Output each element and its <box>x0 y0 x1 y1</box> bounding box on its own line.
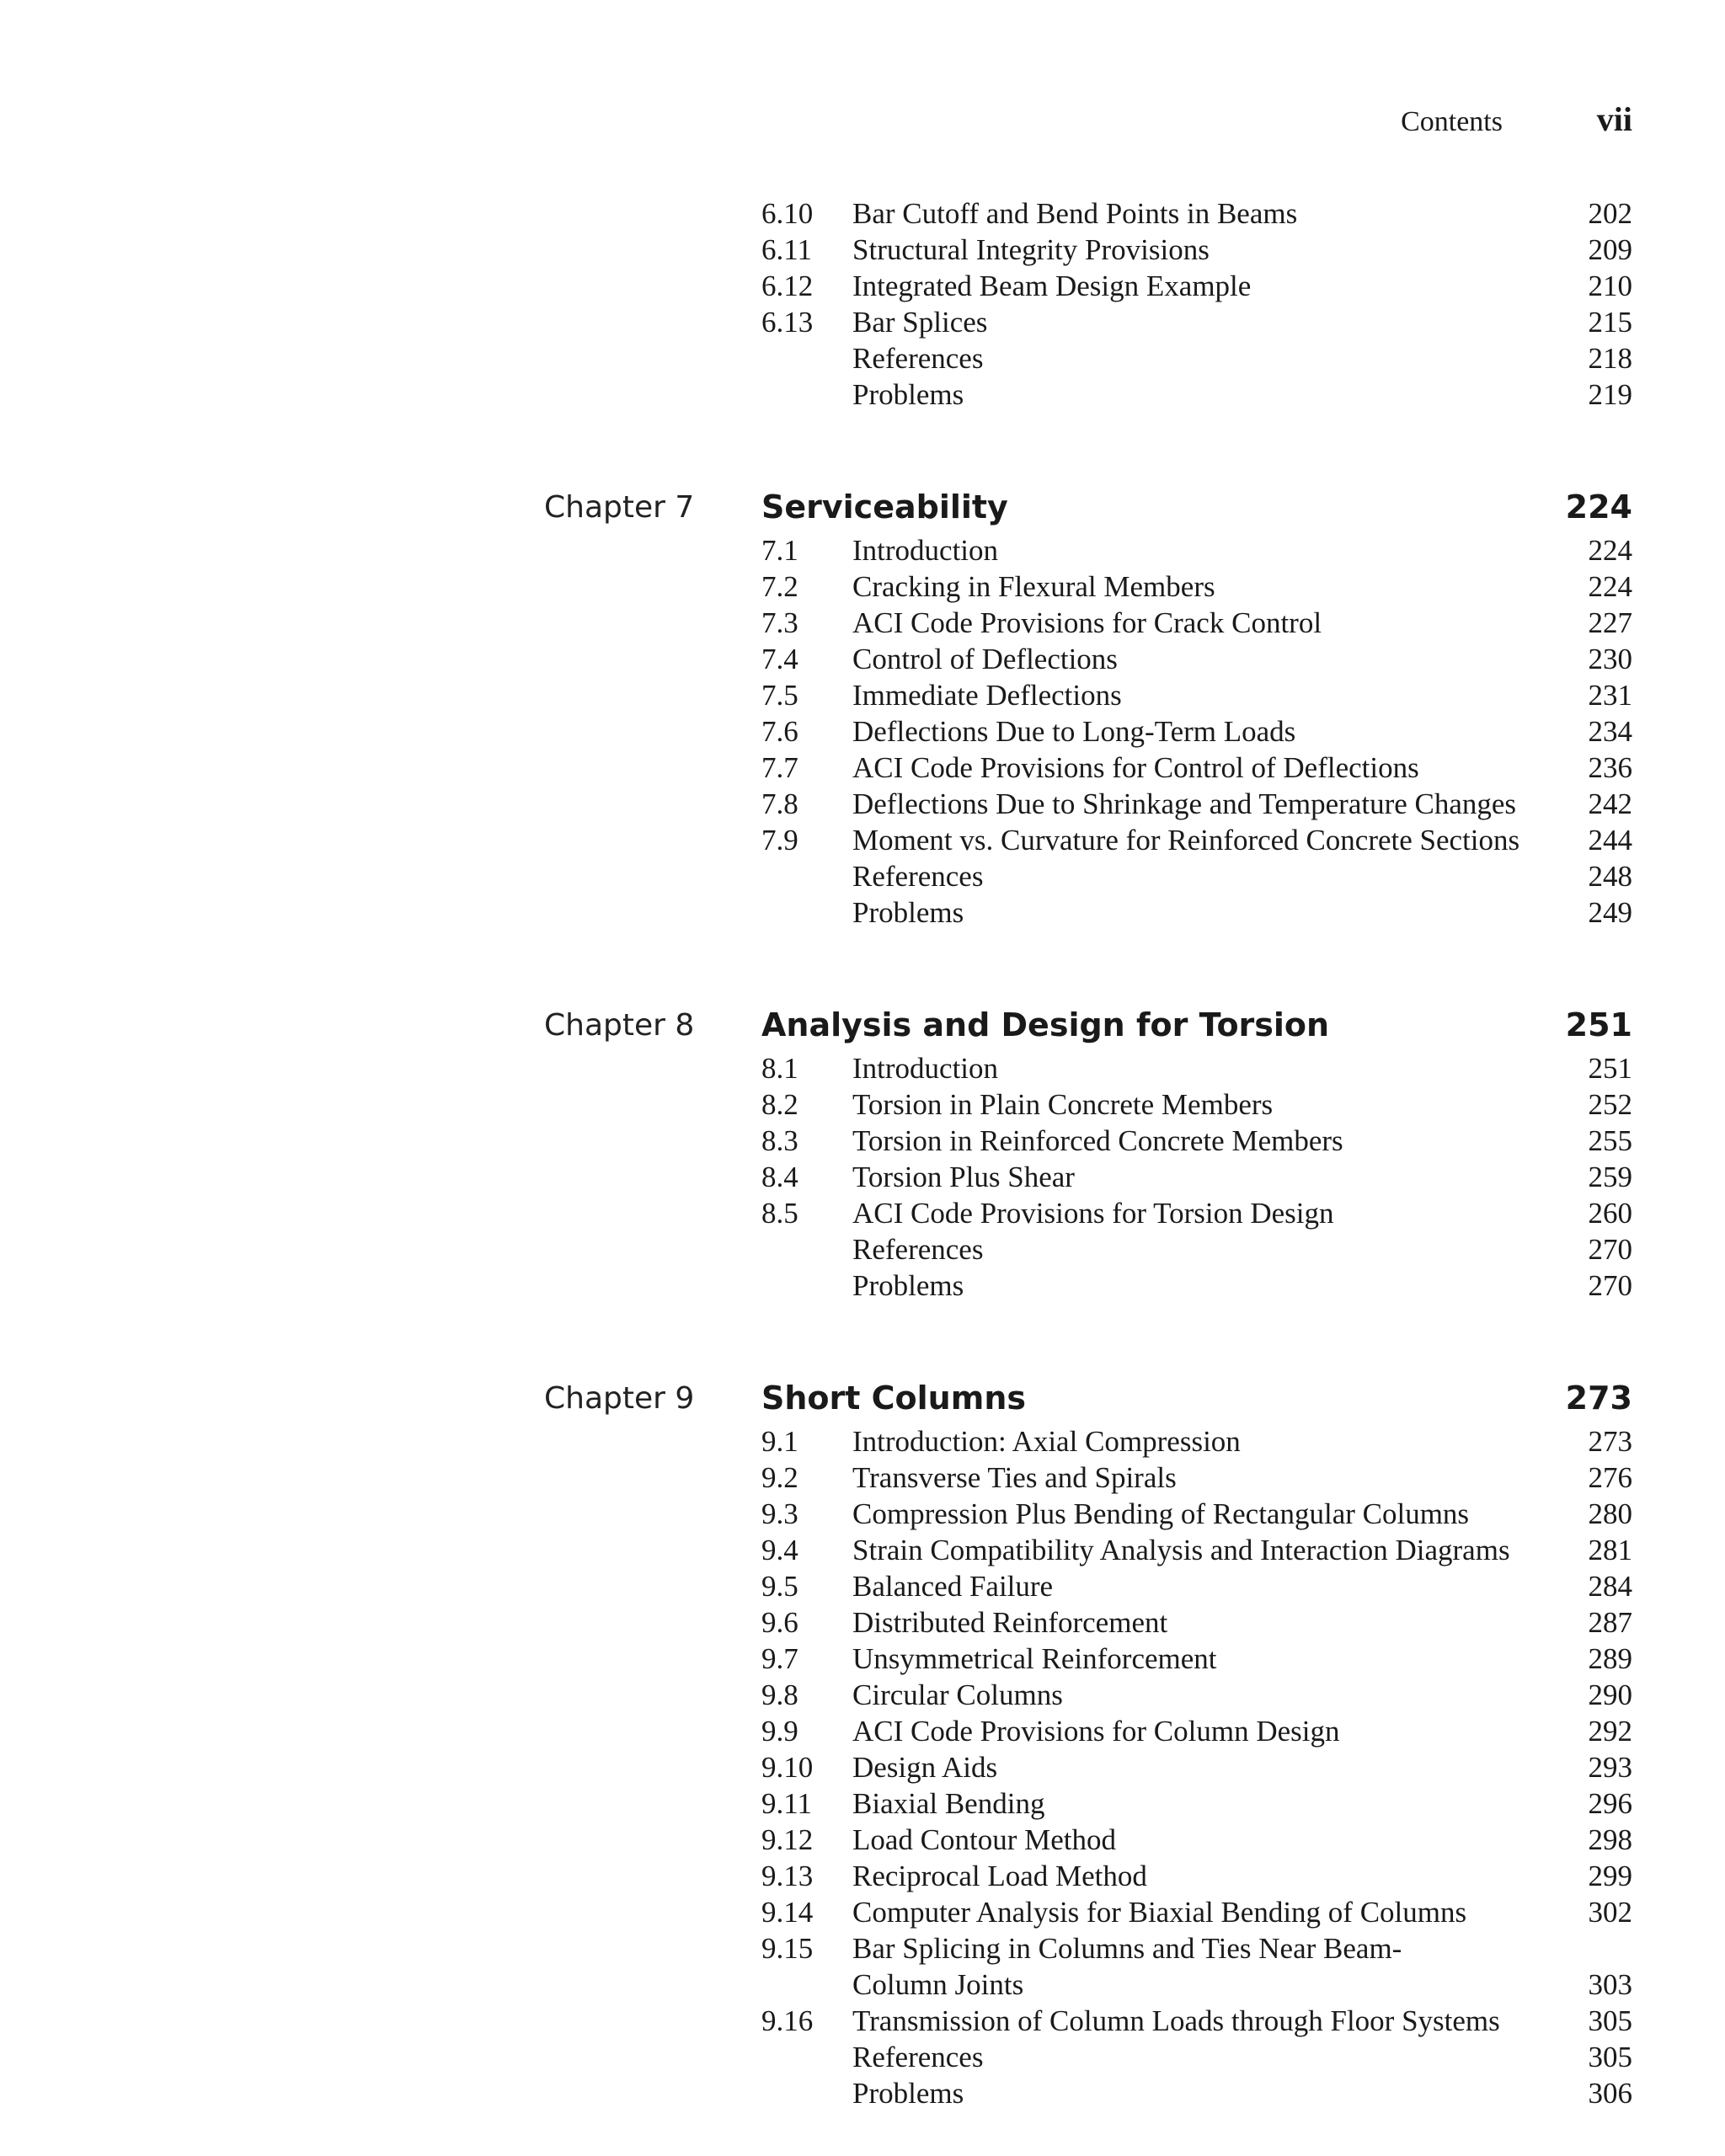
section-number: 9.3 <box>761 1497 798 1530</box>
section-title <box>852 268 1543 304</box>
section-page-number: 290 <box>1588 1678 1632 1711</box>
section-title-line: Compression Plus Bending of Rectangular Columns <box>852 1497 1470 1530</box>
toc-entry <box>0 822 1725 858</box>
toc-entry <box>0 750 1725 786</box>
section-title <box>852 1231 1543 1267</box>
section-page-number: 255 <box>1588 1124 1632 1157</box>
section-page-number: 231 <box>1588 679 1632 712</box>
chapter-page-number: 224 <box>1565 488 1632 526</box>
section-page-number: 287 <box>1588 1606 1632 1639</box>
section-page-number: 284 <box>1588 1570 1632 1603</box>
section-title-line: Immediate Deflections <box>852 679 1122 712</box>
toc-entry <box>0 532 1725 568</box>
section-title <box>852 822 1543 858</box>
section-title-line: Introduction: Axial Compression <box>852 1425 1241 1458</box>
section-number: 6.10 <box>761 197 814 230</box>
toc-entry <box>0 641 1725 677</box>
section-number: 9.1 <box>761 1425 798 1458</box>
section-number: 9.7 <box>761 1642 798 1675</box>
toc-entry <box>0 1423 1725 1460</box>
section-page-number: 299 <box>1588 1860 1632 1892</box>
section-title <box>852 195 1543 232</box>
section-number: 7.1 <box>761 534 798 567</box>
section-title <box>852 894 1543 931</box>
chapter-title: Serviceability <box>761 488 1008 526</box>
section-title-line: Transmission of Column Loads through Floor Systems <box>852 2004 1500 2037</box>
section-page-number: 244 <box>1588 824 1632 857</box>
section-title-line: Problems <box>852 2077 964 2110</box>
section-title <box>852 340 1543 376</box>
section-title-line: ACI Code Provisions for Control of Deflections <box>852 751 1419 784</box>
toc-entry <box>0 1159 1725 1195</box>
section-title-line: Introduction <box>852 534 999 567</box>
section-title-line: Biaxial Bending <box>852 1787 1045 1820</box>
section-number: 9.10 <box>761 1751 814 1784</box>
section-page-number: 273 <box>1588 1425 1632 1458</box>
page-header <box>0 99 1632 141</box>
toc-entry <box>0 786 1725 822</box>
section-title <box>852 1050 1543 1086</box>
section-number: 8.5 <box>761 1197 798 1230</box>
section-title <box>852 1423 1543 1460</box>
section-title-line: Strain Compatibility Analysis and Interaction Diagrams <box>852 1534 1510 1566</box>
table-of-contents <box>0 195 1725 2111</box>
toc-entry <box>0 376 1725 413</box>
section-title <box>852 1822 1543 1858</box>
section-title-line: Torsion in Plain Concrete Members <box>852 1088 1274 1121</box>
section-number: 9.14 <box>761 1896 814 1929</box>
section-page-number: 303 <box>1588 1968 1632 2001</box>
section-title <box>852 1604 1543 1641</box>
section-title <box>852 1641 1543 1677</box>
section-title <box>852 232 1543 268</box>
toc-entry <box>0 1496 1725 1532</box>
section-number: 7.6 <box>761 715 798 748</box>
section-title <box>852 568 1543 605</box>
section-title <box>852 1496 1543 1532</box>
section-title <box>852 376 1543 413</box>
section-number: 6.11 <box>761 233 812 266</box>
section-title-line: Distributed Reinforcement <box>852 1606 1168 1639</box>
section-number: 9.2 <box>761 1461 798 1494</box>
toc-entry <box>0 268 1725 304</box>
chapter-section <box>0 1378 1725 2111</box>
toc-entry <box>0 1930 1725 2003</box>
section-title <box>852 1532 1543 1568</box>
section-title <box>852 1749 1543 1785</box>
section-number: 7.3 <box>761 606 798 639</box>
chapter-title: Analysis and Design for Torsion <box>761 1006 1330 1043</box>
toc-entry <box>0 1123 1725 1159</box>
section-title <box>852 2075 1543 2111</box>
toc-entry <box>0 1677 1725 1713</box>
section-page-number: 215 <box>1588 306 1632 339</box>
section-title <box>852 1785 1543 1822</box>
section-page-number: 260 <box>1588 1197 1632 1230</box>
section-page-number: 252 <box>1588 1088 1632 1121</box>
section-title <box>852 1858 1543 1894</box>
section-title <box>852 1894 1543 1930</box>
toc-entry <box>0 2075 1725 2111</box>
section-page-number: 298 <box>1588 1823 1632 1856</box>
section-page-number: 236 <box>1588 751 1632 784</box>
section-title <box>852 532 1543 568</box>
section-number: 9.16 <box>761 2004 814 2037</box>
section-page-number: 276 <box>1588 1461 1632 1494</box>
section-title-line: Bar Splices <box>852 306 988 339</box>
section-number: 7.2 <box>761 570 798 603</box>
toc-entry <box>0 858 1725 894</box>
section-page-number: 210 <box>1588 270 1632 302</box>
toc-entry <box>0 340 1725 376</box>
running-head-label: Contents <box>1401 106 1503 137</box>
section-page-number: 234 <box>1588 715 1632 748</box>
section-page-number: 248 <box>1588 860 1632 893</box>
section-number: 7.7 <box>761 751 798 784</box>
toc-entry <box>0 1785 1725 1822</box>
section-page-number: 251 <box>1588 1052 1632 1085</box>
section-title <box>852 677 1543 713</box>
section-title-line: References <box>852 860 984 893</box>
section-title-line: ACI Code Provisions for Torsion Design <box>852 1197 1334 1230</box>
section-page-number: 281 <box>1588 1534 1632 1566</box>
chapter-page-number: 273 <box>1565 1380 1632 1417</box>
toc-entry <box>0 605 1725 641</box>
section-title <box>852 1123 1543 1159</box>
section-title <box>852 1568 1543 1604</box>
toc-entry <box>0 1604 1725 1641</box>
section-title <box>852 1195 1543 1231</box>
section-page-number: 259 <box>1588 1161 1632 1193</box>
section-page-number: 230 <box>1588 643 1632 675</box>
section-title-line: Unsymmetrical Reinforcement <box>852 1642 1217 1675</box>
section-title-line: Transverse Ties and Spirals <box>852 1461 1177 1494</box>
section-title-line: Cracking in Flexural Members <box>852 570 1215 603</box>
page-number: vii <box>1596 100 1632 138</box>
toc-entry <box>0 677 1725 713</box>
section-page-number: 296 <box>1588 1787 1632 1820</box>
section-title-line: Balanced Failure <box>852 1570 1054 1603</box>
section-title <box>852 641 1543 677</box>
section-title <box>852 858 1543 894</box>
toc-entry <box>0 232 1725 268</box>
section-title-line: Integrated Beam Design Example <box>852 270 1252 302</box>
section-title-line: Control of Deflections <box>852 643 1118 675</box>
section-page-number: 218 <box>1588 342 1632 375</box>
section-title <box>852 605 1543 641</box>
section-title-line: Column Joints <box>852 1968 1024 2001</box>
section-title-line: Circular Columns <box>852 1678 1063 1711</box>
toc-entry <box>0 195 1725 232</box>
section-title <box>852 786 1543 822</box>
section-page-number: 242 <box>1588 787 1632 820</box>
section-title-line: References <box>852 1233 984 1266</box>
section-title-line: Problems <box>852 1269 964 1302</box>
section-page-number: 209 <box>1588 233 1632 266</box>
section-title <box>852 1713 1543 1749</box>
toc-entry <box>0 1050 1725 1086</box>
toc-entry <box>0 1641 1725 1677</box>
section-number: 8.2 <box>761 1088 798 1121</box>
toc-entry <box>0 1713 1725 1749</box>
toc-entry <box>0 1822 1725 1858</box>
section-title <box>852 304 1543 340</box>
section-title-line: Moment vs. Curvature for Reinforced Concrete Sections <box>852 824 1520 857</box>
toc-entry <box>0 1267 1725 1304</box>
section-title-line: Problems <box>852 378 964 411</box>
section-page-number: 280 <box>1588 1497 1632 1530</box>
section-page-number: 227 <box>1588 606 1632 639</box>
section-title <box>852 1930 1543 2003</box>
section-title-line: Bar Splicing in Columns and Ties Near Beam- <box>852 1932 1402 1965</box>
section-page-number: 224 <box>1588 570 1632 603</box>
section-page-number: 305 <box>1588 2004 1632 2037</box>
section-title-line: ACI Code Provisions for Column Design <box>852 1715 1340 1748</box>
section-number: 9.6 <box>761 1606 798 1639</box>
section-number: 7.8 <box>761 787 798 820</box>
toc-entry <box>0 1568 1725 1604</box>
toc-entry <box>0 1460 1725 1496</box>
section-number: 9.9 <box>761 1715 798 1748</box>
section-number: 9.12 <box>761 1823 814 1856</box>
section-title-line: Deflections Due to Long-Term Loads <box>852 715 1296 748</box>
section-number: 7.9 <box>761 824 798 857</box>
section-title-line: References <box>852 342 984 375</box>
toc-entry <box>0 1195 1725 1231</box>
section-title-line: Deflections Due to Shrinkage and Temperature Changes <box>852 787 1517 820</box>
toc-entry <box>0 713 1725 750</box>
chapter-title: Short Columns <box>761 1380 1027 1417</box>
section-number: 9.13 <box>761 1860 814 1892</box>
toc-entry <box>0 1532 1725 1568</box>
section-page-number: 292 <box>1588 1715 1632 1748</box>
continued-section <box>0 195 1725 413</box>
section-number: 8.4 <box>761 1161 798 1193</box>
section-title <box>852 750 1543 786</box>
chapter-section <box>0 1005 1725 1304</box>
toc-entry <box>0 2003 1725 2039</box>
toc-entry <box>0 304 1725 340</box>
section-title <box>852 2039 1543 2075</box>
section-page-number: 302 <box>1588 1896 1632 1929</box>
section-title <box>852 1267 1543 1304</box>
chapter-heading <box>0 1005 1725 1050</box>
section-number: 8.1 <box>761 1052 798 1085</box>
section-page-number: 270 <box>1588 1269 1632 1302</box>
toc-entry <box>0 1858 1725 1894</box>
section-page-number: 305 <box>1588 2041 1632 2073</box>
section-number: 9.8 <box>761 1678 798 1711</box>
toc-entry <box>0 1894 1725 1930</box>
chapter-label: Chapter 8 <box>544 1008 695 1043</box>
section-title-line: Structural Integrity Provisions <box>852 233 1210 266</box>
section-title-line: Load Contour Method <box>852 1823 1117 1856</box>
section-title-line: ACI Code Provisions for Crack Control <box>852 606 1322 639</box>
section-title-line: Bar Cutoff and Bend Points in Beams <box>852 197 1298 230</box>
section-title <box>852 2003 1543 2039</box>
section-number: 9.4 <box>761 1534 798 1566</box>
chapter-heading <box>0 1378 1725 1423</box>
section-number: 7.5 <box>761 679 798 712</box>
toc-entry <box>0 894 1725 931</box>
section-title-line: Computer Analysis for Biaxial Bending of Columns <box>852 1896 1467 1929</box>
section-number: 6.12 <box>761 270 814 302</box>
section-number: 9.15 <box>761 1932 814 1965</box>
section-title <box>852 1677 1543 1713</box>
section-page-number: 293 <box>1588 1751 1632 1784</box>
section-title-line: Torsion Plus Shear <box>852 1161 1075 1193</box>
chapter-heading <box>0 487 1725 532</box>
chapter-page-number: 251 <box>1565 1006 1632 1043</box>
section-title <box>852 1159 1543 1195</box>
section-page-number: 306 <box>1588 2077 1632 2110</box>
toc-entry <box>0 2039 1725 2075</box>
section-title-line: Design Aids <box>852 1751 998 1784</box>
section-title-line: Problems <box>852 896 964 929</box>
section-page-number: 202 <box>1588 197 1632 230</box>
section-page-number: 249 <box>1588 896 1632 929</box>
section-number: 7.4 <box>761 643 798 675</box>
section-page-number: 219 <box>1588 378 1632 411</box>
toc-entry <box>0 568 1725 605</box>
toc-entry <box>0 1231 1725 1267</box>
section-title <box>852 1086 1543 1123</box>
chapter-section <box>0 487 1725 931</box>
section-page-number: 289 <box>1588 1642 1632 1675</box>
section-number: 9.11 <box>761 1787 812 1820</box>
section-number: 6.13 <box>761 306 814 339</box>
section-title <box>852 713 1543 750</box>
toc-entry <box>0 1749 1725 1785</box>
chapter-label: Chapter 7 <box>544 490 695 525</box>
section-number: 9.5 <box>761 1570 798 1603</box>
section-title-line: References <box>852 2041 984 2073</box>
toc-entry <box>0 1086 1725 1123</box>
section-title <box>852 1460 1543 1496</box>
section-number: 8.3 <box>761 1124 798 1157</box>
section-title-line: Torsion in Reinforced Concrete Members <box>852 1124 1343 1157</box>
section-title-line: Reciprocal Load Method <box>852 1860 1147 1892</box>
chapter-label: Chapter 9 <box>544 1381 695 1416</box>
section-page-number: 270 <box>1588 1233 1632 1266</box>
section-title-line: Introduction <box>852 1052 999 1085</box>
section-page-number: 224 <box>1588 534 1632 567</box>
